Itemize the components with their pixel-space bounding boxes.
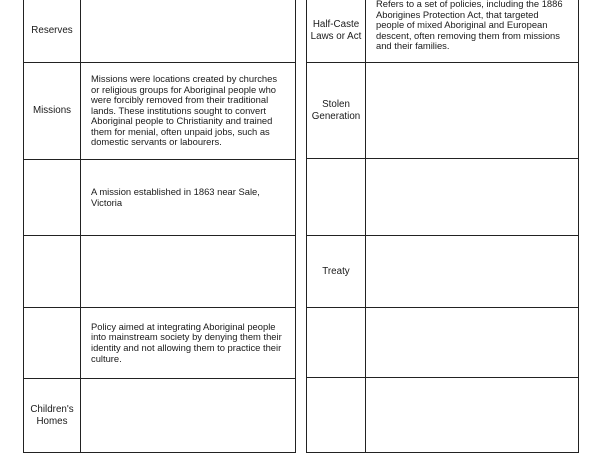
term-cell[interactable]: [307, 378, 366, 453]
table-row: [24, 0, 296, 63]
term-cell: Reserves: [24, 0, 81, 63]
table-row: [24, 236, 296, 308]
definition-cell: Refers to a set of policies, including the 1886 Aborigines Protection Act, that targeted people of mixed Aboriginal and European descent, often removing them from missions and their families.: [366, 0, 579, 63]
definition-cell[interactable]: [81, 379, 296, 453]
definition-cell[interactable]: [366, 308, 579, 378]
term-cell[interactable]: [307, 159, 366, 236]
left-glossary-table: [23, 0, 296, 453]
term-cell: Stolen Generation: [307, 63, 366, 159]
term-cell: Missions: [24, 63, 81, 160]
definition-cell: A mission established in 1863 near Sale, Victoria: [81, 160, 296, 236]
definition-cell[interactable]: Missions were locations created by churches or religious groups for Aboriginal people who were forcibly removed from their traditional lands. These institutions sought to convert Aboriginal people to Christianity and trained them for menial, often unpaid jobs, such as domestic servants or labourers.: [81, 63, 296, 160]
definition-cell[interactable]: [366, 236, 579, 308]
definition-cell: Policy aimed at integrating Aboriginal people into mainstream society by denying them their identity and not allowing them to practice their culture.: [81, 308, 296, 379]
definition-cell[interactable]: [366, 378, 579, 453]
term-cell[interactable]: [307, 308, 366, 378]
term-cell[interactable]: [24, 160, 81, 236]
definition-cell[interactable]: [366, 159, 579, 236]
definition-cell[interactable]: [81, 0, 296, 63]
table-row: [307, 236, 579, 308]
table-row: [24, 308, 296, 379]
term-cell[interactable]: [24, 236, 81, 308]
table-row: [24, 379, 296, 453]
table-row: [307, 63, 579, 159]
definition-cell[interactable]: [81, 236, 296, 308]
table-row: [307, 159, 579, 236]
term-cell: Children's Homes: [24, 379, 81, 453]
right-glossary-table: [306, 0, 579, 453]
term-cell[interactable]: [24, 308, 81, 379]
table-row: [307, 308, 579, 378]
table-row: [24, 160, 296, 236]
term-cell: Half-Caste Laws or Act: [307, 0, 366, 63]
definition-cell[interactable]: [366, 63, 579, 159]
table-row: [307, 378, 579, 453]
term-cell: Treaty: [307, 236, 366, 308]
table-row: [24, 63, 296, 160]
table-row: [307, 0, 579, 63]
